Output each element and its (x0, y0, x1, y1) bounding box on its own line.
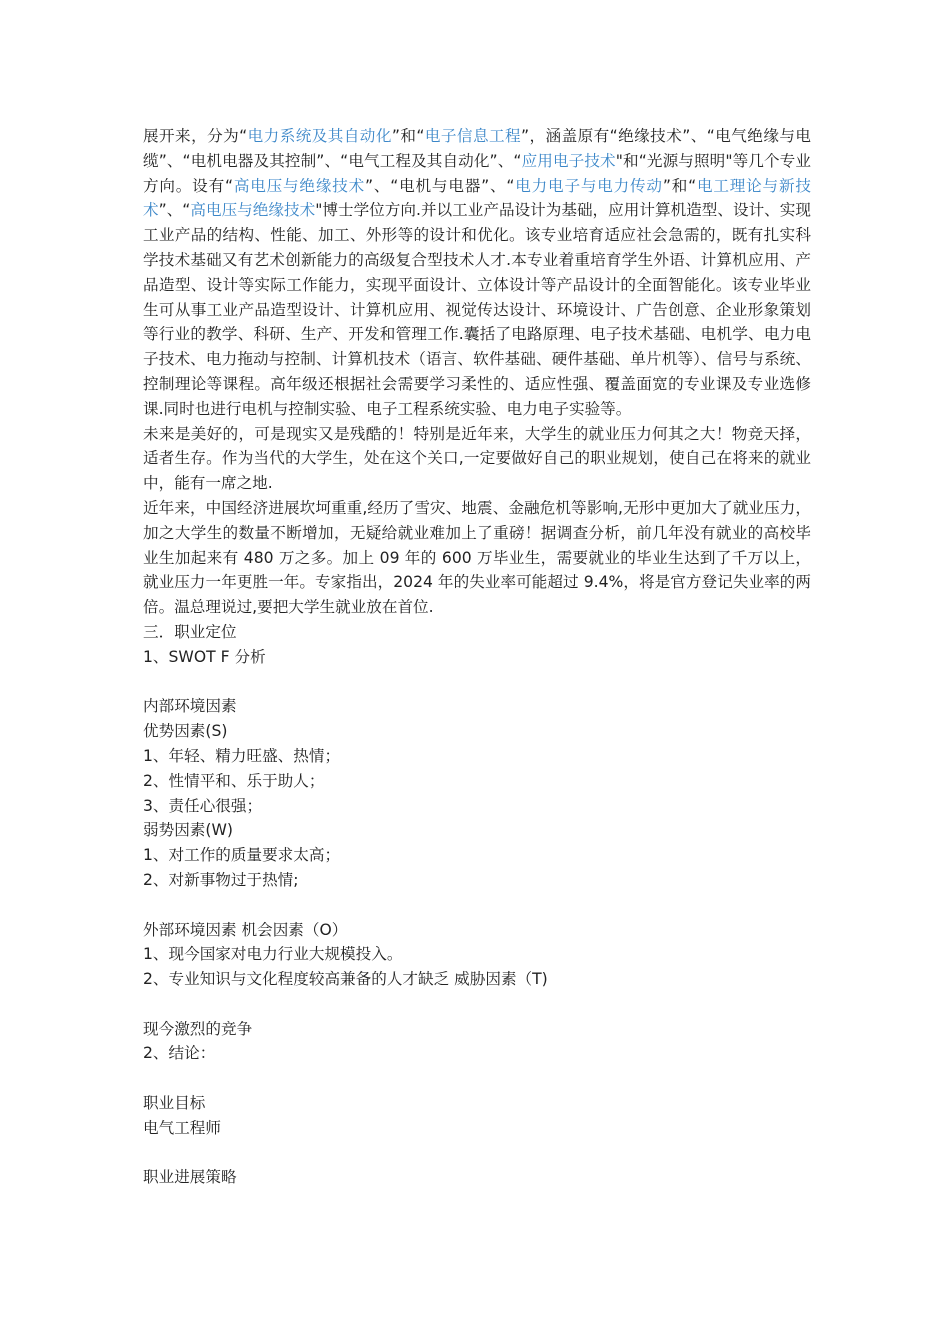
strength-item: 1、年轻、精力旺盛、热情； (143, 746, 341, 765)
spacer (143, 1141, 811, 1166)
weakness-item: 2、对新事物过于热情; (143, 870, 299, 889)
spacer (143, 893, 811, 918)
intro-paragraph (143, 124, 811, 422)
weakness-item: 1、对工作的质量要求太高； (143, 846, 341, 865)
weaknesses-heading: 弱势因素(W) (143, 821, 233, 840)
intro-text-6: ”和“ (662, 176, 697, 195)
major-high-voltage: 高电压与绝缘技术 (233, 176, 365, 195)
major-electrical-theory: 电工理论与新技术 (143, 176, 811, 220)
external-factors-heading: 外部环境因素 机会因素（O） (143, 920, 348, 939)
intro-text-3: ”，涵盖原有“绝缘技术”、“电气绝缘与电缆”、“电机电器及其控制”、“电气工程及其自动化”、“ (143, 127, 811, 170)
opportunity-item: 2、专业知识与文化程度较高兼备的人才缺乏 威胁因素（T) (143, 970, 548, 989)
threat-item: 现今激烈的竞争 (143, 1019, 253, 1038)
career-goal: 电气工程师 (143, 1118, 221, 1137)
spacer (143, 992, 811, 1017)
intro-text-8: "博士学位方向.并以工业产品设计为基础，应用计算机造型、设计、实现工业产品的结构、性能、加工、外形等的设计和优化。该专业培育适应社会急需的，既有扎实科学技术基础又有艺术创新能力的高级复合型技术人才.本专业着重培育学生外语、计算机应用、产品造型、设计等实际工作能力，实现平面设计、立体设计等产品设计的全面智能化。该专业毕业生可从事工业产品造型设计、计算机应用、视觉传达设计、环境设计、广告创意、企业形象策划等行业的教学、科研、生产、开发和管理工作.囊括了电路原理、电子技术基础、电机学、电力电子技术、电力拖动与控制、计算机技术（语言、软件基础、硬件基础、单片机等）、信号与系统、控制理论等课程。高年级还根据社会需要学习柔性的、适应性强、覆盖面宽的专业课及专业选修课.同时也进行电机与控制实验、电子工程系统实验、电力电子实验等。 (143, 201, 811, 418)
swot-heading: 1、SWOT F 分析 (143, 647, 266, 666)
intro-text-4: "和“光源与照明"等几个专业方向。设有“ (143, 151, 811, 195)
employment-paragraph: 近年来，中国经济进展坎坷重重,经历了雪灾、地震、金融危机等影响,无形中更加大了就业压力，加之大学生的数量不断增加，无疑给就业难加上了重磅！据调查分析，前几年没有就业的高校毕业生加起来有 480 万之多。加上 09 年的 600 万毕业生，需要就业的毕业生达到了千万以上，就业压力一年更胜一年。专家指出，2024 年的失业率可能超过 9.4%，将是官方登记失业率的两倍。温总理说过,要把大学生就业放在首位. (143, 498, 811, 617)
spacer (143, 1066, 811, 1091)
document-body (143, 124, 811, 1190)
strengths-heading: 优势因素(S) (143, 722, 228, 741)
future-paragraph: 未来是美好的，可是现实又是残酷的！特别是近年来，大学生的就业压力何其之大！物竞天择，适者生存。作为当代的大学生，处在这个关口,一定要做好自己的职业规划，使自己在将来的就业中，能有一席之地. (143, 424, 811, 493)
internal-factors-heading: 内部环境因素 (143, 697, 237, 716)
major-applied-electronics: 应用电子技术 (521, 151, 616, 170)
major-power-systems: 电力系统及其自动化 (247, 127, 392, 145)
opportunity-item: 1、现今国家对电力行业大规模投入。 (143, 945, 403, 964)
major-electronic-info: 电子信息工程 (424, 127, 522, 145)
major-power-electronics: 电力电子与电力传动 (514, 176, 663, 195)
spacer (143, 670, 811, 695)
major-high-voltage-phd: 高电压与绝缘技术 (190, 201, 316, 220)
intro-text-2: ”和“ (391, 127, 425, 145)
section-heading-career-positioning: 三．职业定位 (143, 622, 237, 641)
strategy-heading: 职业进展策略 (143, 1168, 237, 1187)
strength-item: 2、性情平和、乐于助人； (143, 771, 325, 790)
intro-text-5: ”、“电机与电器”、“ (365, 176, 515, 195)
strength-item: 3、责任心很强； (143, 796, 263, 815)
intro-text-7: ”、“ (158, 201, 191, 220)
conclusion-heading: 2、结论： (143, 1044, 216, 1063)
career-goal-heading: 职业目标 (143, 1094, 206, 1113)
intro-text-1: 展开来，分为“ (143, 127, 248, 145)
